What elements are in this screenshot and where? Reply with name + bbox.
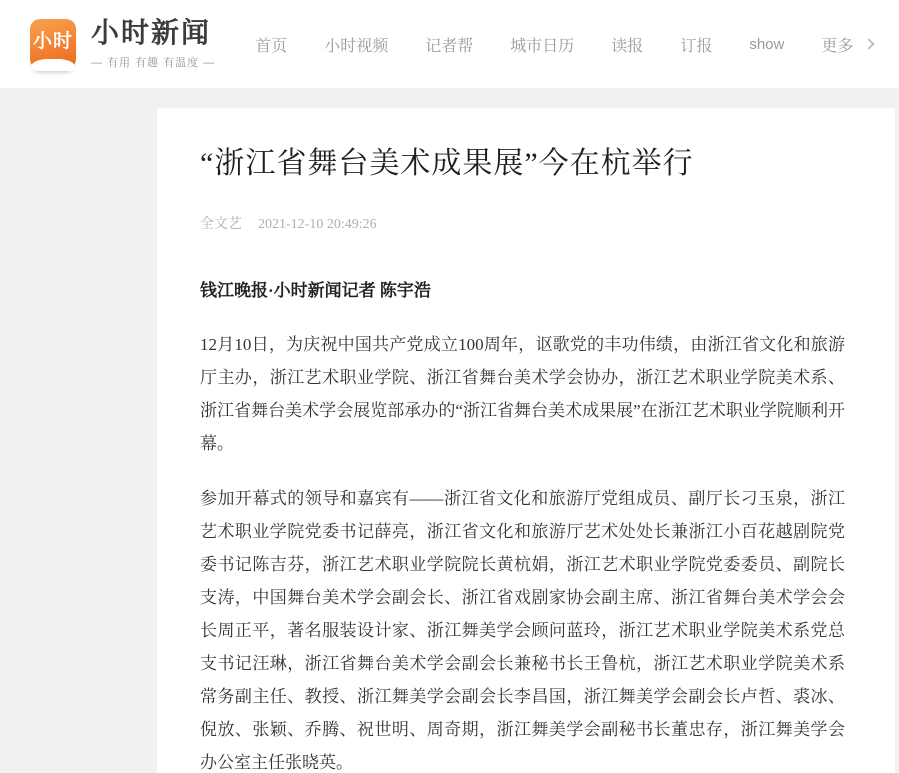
category-label[interactable]: 全文艺 [200, 217, 242, 232]
site-logo[interactable] [30, 18, 215, 71]
nav-item-show[interactable]: show [749, 35, 785, 53]
logo-text [91, 18, 215, 71]
site-tagline: — 有用 有趣 有温度 — [91, 57, 216, 70]
nav-item-home[interactable]: 首页 [255, 37, 288, 55]
chevron-right-icon [864, 38, 875, 49]
main-nav [255, 33, 873, 56]
nav-item-read-paper[interactable]: 读报 [611, 37, 644, 55]
article-meta [200, 215, 845, 235]
nav-item-subscribe[interactable]: 订报 [680, 37, 713, 55]
nav-item-city-calendar[interactable]: 城市日历 [510, 37, 575, 55]
page-body [0, 108, 899, 773]
hour-news-app-icon [30, 19, 76, 69]
article-title: “浙江省舞台美术成果展”今在杭举行 [200, 147, 694, 180]
site-header [0, 0, 899, 88]
nav-item-hour-video[interactable]: 小时视频 [324, 37, 389, 55]
publish-timestamp: 2021-12-10 20:49:26 [258, 217, 377, 232]
nav-item-more[interactable] [821, 33, 873, 56]
nav-item-reporter-help[interactable]: 记者帮 [425, 37, 474, 55]
article-paragraph-2: 参加开幕式的领导和嘉宾有——浙江省文化和旅游厅党组成员、副厅长刁玉泉，浙江艺术职业学院党委书记薛亮，浙江省文化和旅游厅艺术处处长兼浙江小百花越剧院党委书记陈吉芬，浙江艺术职业学院院长黄杭娟，浙江艺术职业学院党委委员、副院长支涛，中国舞台美术学会副会长、浙江省戏剧家协会副主席、浙江省舞台美术学会会长周正平，著名服装设计家、浙江舞美学会顾问蓝玲，浙江艺术职业学院美术系党总支书记汪琳，浙江省舞台美术学会副会长兼秘书长王鲁杭，浙江艺术职业学院美术系常务副主任、教授、浙江舞美学会副会长李昌国，浙江舞美学会副会长卢哲、裘冰、倪放、张颖、乔腾、祝世明、周奇期，浙江舞美学会副秘书长董忠存，浙江舞美学会办公室主任张晓英。 [200, 489, 845, 772]
site-name: 小时新闻 [91, 16, 212, 48]
article-card [157, 108, 895, 773]
article-paragraph-1: 12月10日，为庆祝中国共产党成立100周年，讴歌党的丰功伟绩，由浙江省文化和旅游厅主办，浙江艺术职业学院、浙江省舞台美术学会协办，浙江艺术职业学院美术系、浙江省舞台美术学会展览部承办的“浙江省舞台美术成果展”在浙江艺术职业学院顺利开幕。 [200, 335, 845, 453]
logo-icon-text: 小时 [32, 30, 73, 52]
nav-more-label: 更多 [821, 37, 854, 55]
article-byline: 钱江晚报·小时新闻记者 陈宇浩 [200, 281, 431, 300]
